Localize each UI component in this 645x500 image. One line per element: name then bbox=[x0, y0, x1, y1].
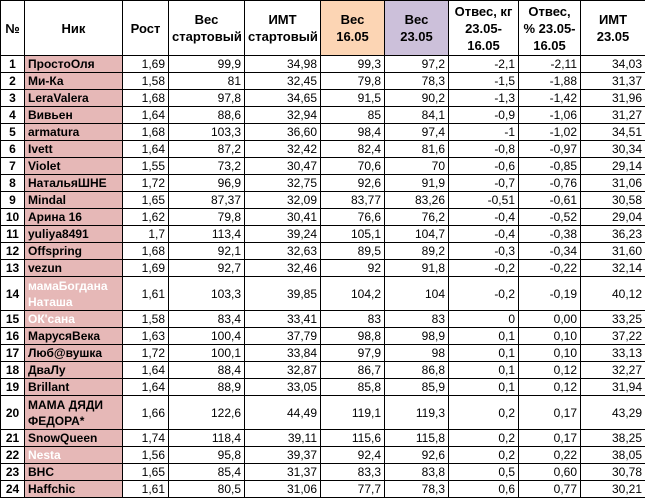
cell-bmi-2305: 34,03 bbox=[581, 56, 645, 73]
cell-height: 1,65 bbox=[123, 464, 169, 481]
cell-start-bmi: 32,63 bbox=[245, 243, 321, 260]
cell-start-bmi: 32,94 bbox=[245, 107, 321, 124]
table-row bbox=[1, 345, 645, 362]
cell-start-bmi: 32,42 bbox=[245, 141, 321, 158]
table-row bbox=[1, 158, 645, 175]
cell-weight-2305: 78,3 bbox=[385, 73, 449, 90]
cell-weight-2305: 76,2 bbox=[385, 209, 449, 226]
cell-loss-pct: 0,22 bbox=[519, 447, 581, 464]
cell-height: 1,74 bbox=[123, 430, 169, 447]
cell-nick: ВНС bbox=[25, 464, 123, 481]
cell-loss-kg: -0,51 bbox=[449, 192, 519, 209]
cell-weight-1605: 98,8 bbox=[321, 328, 385, 345]
cell-height: 1,64 bbox=[123, 107, 169, 124]
header-loss-pct: Отвес, % 23.05-16.05 bbox=[519, 1, 581, 56]
cell-bmi-2305: 31,94 bbox=[581, 379, 645, 396]
table-row bbox=[1, 362, 645, 379]
cell-bmi-2305: 30,34 bbox=[581, 141, 645, 158]
cell-height: 1,72 bbox=[123, 175, 169, 192]
cell-start-bmi: 32,45 bbox=[245, 73, 321, 90]
cell-weight-2305: 78,3 bbox=[385, 481, 449, 498]
cell-start-weight: 92,1 bbox=[169, 243, 245, 260]
cell-loss-kg: 0,1 bbox=[449, 362, 519, 379]
cell-start-weight: 88,4 bbox=[169, 362, 245, 379]
table-row bbox=[1, 243, 645, 260]
cell-nick: Haffchic bbox=[25, 481, 123, 498]
table-row bbox=[1, 260, 645, 277]
cell-loss-pct: -1,88 bbox=[519, 73, 581, 90]
cell-number: 4 bbox=[1, 107, 25, 124]
cell-weight-2305: 90,2 bbox=[385, 90, 449, 107]
table-row bbox=[1, 107, 645, 124]
cell-bmi-2305: 31,27 bbox=[581, 107, 645, 124]
cell-bmi-2305: 30,78 bbox=[581, 464, 645, 481]
table-row bbox=[1, 328, 645, 345]
cell-loss-kg: 0,2 bbox=[449, 396, 519, 430]
cell-loss-pct: 0,12 bbox=[519, 379, 581, 396]
cell-start-bmi: 36,60 bbox=[245, 124, 321, 141]
cell-nick: Люб@вушка bbox=[25, 345, 123, 362]
cell-number: 24 bbox=[1, 481, 25, 498]
cell-weight-1605: 105,1 bbox=[321, 226, 385, 243]
cell-nick: vezun bbox=[25, 260, 123, 277]
cell-start-bmi: 39,11 bbox=[245, 430, 321, 447]
cell-loss-kg: -0,9 bbox=[449, 107, 519, 124]
cell-height: 1,64 bbox=[123, 362, 169, 379]
cell-nick: МарусяВека bbox=[25, 328, 123, 345]
cell-number: 20 bbox=[1, 396, 25, 430]
cell-weight-1605: 119,1 bbox=[321, 396, 385, 430]
cell-loss-kg: -0,7 bbox=[449, 175, 519, 192]
cell-start-weight: 103,3 bbox=[169, 124, 245, 141]
cell-loss-kg: 0,6 bbox=[449, 481, 519, 498]
cell-start-weight: 79,8 bbox=[169, 209, 245, 226]
cell-start-weight: 113,4 bbox=[169, 226, 245, 243]
cell-start-bmi: 32,46 bbox=[245, 260, 321, 277]
header-nick: Ник bbox=[25, 1, 123, 56]
cell-number: 21 bbox=[1, 430, 25, 447]
cell-loss-kg: 0,1 bbox=[449, 345, 519, 362]
cell-weight-1605: 83,77 bbox=[321, 192, 385, 209]
cell-loss-pct: -0,76 bbox=[519, 175, 581, 192]
cell-loss-pct: -2,11 bbox=[519, 56, 581, 73]
cell-weight-2305: 104,7 bbox=[385, 226, 449, 243]
cell-weight-1605: 83 bbox=[321, 311, 385, 328]
cell-start-bmi: 44,49 bbox=[245, 396, 321, 430]
cell-start-bmi: 32,87 bbox=[245, 362, 321, 379]
table-row bbox=[1, 90, 645, 107]
cell-height: 1,68 bbox=[123, 124, 169, 141]
cell-bmi-2305: 29,14 bbox=[581, 158, 645, 175]
cell-height: 1,69 bbox=[123, 56, 169, 73]
cell-start-bmi: 32,09 bbox=[245, 192, 321, 209]
cell-weight-2305: 98 bbox=[385, 345, 449, 362]
cell-height: 1,7 bbox=[123, 226, 169, 243]
cell-start-weight: 87,37 bbox=[169, 192, 245, 209]
table-row bbox=[1, 226, 645, 243]
cell-nick: Ми-Ка bbox=[25, 73, 123, 90]
cell-height: 1,72 bbox=[123, 345, 169, 362]
cell-number: 19 bbox=[1, 379, 25, 396]
table-row bbox=[1, 311, 645, 328]
cell-weight-2305: 83 bbox=[385, 311, 449, 328]
cell-bmi-2305: 31,06 bbox=[581, 175, 645, 192]
cell-bmi-2305: 32,27 bbox=[581, 362, 645, 379]
cell-number: 11 bbox=[1, 226, 25, 243]
table-row bbox=[1, 124, 645, 141]
cell-height: 1,56 bbox=[123, 447, 169, 464]
cell-height: 1,63 bbox=[123, 328, 169, 345]
cell-height: 1,68 bbox=[123, 90, 169, 107]
cell-nick: SnowQueen bbox=[25, 430, 123, 447]
cell-nick: LeraValera bbox=[25, 90, 123, 107]
cell-weight-1605: 85,8 bbox=[321, 379, 385, 396]
table-row bbox=[1, 379, 645, 396]
cell-loss-kg: 0,1 bbox=[449, 328, 519, 345]
header-bmi-2305: ИМТ 23.05 bbox=[581, 1, 645, 56]
table-row bbox=[1, 175, 645, 192]
cell-nick: МАМА ДЯДИ ФЕДОРА* bbox=[25, 396, 123, 430]
cell-loss-kg: -0,4 bbox=[449, 226, 519, 243]
cell-loss-pct: 0,17 bbox=[519, 430, 581, 447]
cell-loss-pct: 0,10 bbox=[519, 328, 581, 345]
cell-loss-kg: 0,2 bbox=[449, 447, 519, 464]
cell-loss-kg: 0 bbox=[449, 311, 519, 328]
cell-loss-pct: -0,52 bbox=[519, 209, 581, 226]
cell-bmi-2305: 30,58 bbox=[581, 192, 645, 209]
cell-weight-2305: 91,8 bbox=[385, 260, 449, 277]
cell-start-weight: 97,8 bbox=[169, 90, 245, 107]
cell-number: 9 bbox=[1, 192, 25, 209]
cell-loss-pct: -0,19 bbox=[519, 277, 581, 311]
cell-nick: Арина 16 bbox=[25, 209, 123, 226]
cell-loss-pct: -0,38 bbox=[519, 226, 581, 243]
cell-start-bmi: 30,41 bbox=[245, 209, 321, 226]
cell-weight-2305: 70 bbox=[385, 158, 449, 175]
cell-bmi-2305: 36,23 bbox=[581, 226, 645, 243]
cell-weight-1605: 76,6 bbox=[321, 209, 385, 226]
cell-number: 17 bbox=[1, 345, 25, 362]
cell-loss-kg: -0,2 bbox=[449, 260, 519, 277]
cell-loss-pct: -1,42 bbox=[519, 90, 581, 107]
cell-weight-1605: 82,4 bbox=[321, 141, 385, 158]
cell-bmi-2305: 32,14 bbox=[581, 260, 645, 277]
cell-start-bmi: 33,84 bbox=[245, 345, 321, 362]
cell-weight-1605: 85 bbox=[321, 107, 385, 124]
table-row bbox=[1, 56, 645, 73]
cell-start-weight: 85,4 bbox=[169, 464, 245, 481]
cell-start-bmi: 39,85 bbox=[245, 277, 321, 311]
table-row bbox=[1, 141, 645, 158]
table-row bbox=[1, 447, 645, 464]
cell-start-weight: 92,7 bbox=[169, 260, 245, 277]
cell-weight-2305: 115,8 bbox=[385, 430, 449, 447]
cell-start-bmi: 39,24 bbox=[245, 226, 321, 243]
cell-number: 3 bbox=[1, 90, 25, 107]
cell-weight-2305: 83,8 bbox=[385, 464, 449, 481]
cell-height: 1,68 bbox=[123, 243, 169, 260]
cell-weight-2305: 92,6 bbox=[385, 447, 449, 464]
table-row bbox=[1, 73, 645, 90]
cell-loss-pct: -0,85 bbox=[519, 158, 581, 175]
cell-weight-1605: 104,2 bbox=[321, 277, 385, 311]
cell-nick: мамаБогдана Наташа bbox=[25, 277, 123, 311]
cell-loss-pct: -1,06 bbox=[519, 107, 581, 124]
cell-bmi-2305: 38,25 bbox=[581, 430, 645, 447]
cell-number: 13 bbox=[1, 260, 25, 277]
cell-weight-1605: 92 bbox=[321, 260, 385, 277]
cell-number: 18 bbox=[1, 362, 25, 379]
cell-height: 1,58 bbox=[123, 73, 169, 90]
cell-bmi-2305: 34,51 bbox=[581, 124, 645, 141]
cell-height: 1,55 bbox=[123, 158, 169, 175]
cell-bmi-2305: 30,21 bbox=[581, 481, 645, 498]
cell-bmi-2305: 37,22 bbox=[581, 328, 645, 345]
cell-weight-1605: 98,4 bbox=[321, 124, 385, 141]
cell-weight-1605: 86,7 bbox=[321, 362, 385, 379]
cell-weight-1605: 79,8 bbox=[321, 73, 385, 90]
cell-start-bmi: 33,41 bbox=[245, 311, 321, 328]
cell-start-weight: 80,5 bbox=[169, 481, 245, 498]
cell-weight-2305: 98,9 bbox=[385, 328, 449, 345]
cell-start-weight: 118,4 bbox=[169, 430, 245, 447]
cell-nick: НатальяШНЕ bbox=[25, 175, 123, 192]
cell-weight-2305: 119,3 bbox=[385, 396, 449, 430]
cell-nick: ДваЛу bbox=[25, 362, 123, 379]
cell-nick: ОК'сана bbox=[25, 311, 123, 328]
cell-bmi-2305: 33,13 bbox=[581, 345, 645, 362]
cell-height: 1,61 bbox=[123, 277, 169, 311]
cell-bmi-2305: 31,60 bbox=[581, 243, 645, 260]
cell-start-weight: 96,9 bbox=[169, 175, 245, 192]
cell-number: 10 bbox=[1, 209, 25, 226]
cell-start-bmi: 30,47 bbox=[245, 158, 321, 175]
cell-weight-1605: 83,3 bbox=[321, 464, 385, 481]
cell-loss-kg: 0,2 bbox=[449, 430, 519, 447]
cell-loss-pct: -0,22 bbox=[519, 260, 581, 277]
cell-weight-1605: 99,3 bbox=[321, 56, 385, 73]
header-start-bmi: ИМТ стартовый bbox=[245, 1, 321, 56]
table-row bbox=[1, 396, 645, 430]
cell-start-weight: 103,3 bbox=[169, 277, 245, 311]
cell-height: 1,58 bbox=[123, 311, 169, 328]
cell-start-bmi: 33,05 bbox=[245, 379, 321, 396]
cell-bmi-2305: 31,37 bbox=[581, 73, 645, 90]
cell-loss-pct: 0,60 bbox=[519, 464, 581, 481]
cell-nick: Brillant bbox=[25, 379, 123, 396]
cell-start-weight: 73,2 bbox=[169, 158, 245, 175]
cell-number: 1 bbox=[1, 56, 25, 73]
cell-start-weight: 83,4 bbox=[169, 311, 245, 328]
cell-height: 1,69 bbox=[123, 260, 169, 277]
cell-weight-1605: 115,6 bbox=[321, 430, 385, 447]
cell-number: 14 bbox=[1, 277, 25, 311]
cell-number: 5 bbox=[1, 124, 25, 141]
cell-bmi-2305: 33,25 bbox=[581, 311, 645, 328]
cell-height: 1,65 bbox=[123, 192, 169, 209]
cell-loss-kg: 0,1 bbox=[449, 379, 519, 396]
cell-start-weight: 81 bbox=[169, 73, 245, 90]
cell-loss-pct: -0,97 bbox=[519, 141, 581, 158]
table-row bbox=[1, 481, 645, 498]
cell-nick: Violet bbox=[25, 158, 123, 175]
cell-weight-2305: 84,1 bbox=[385, 107, 449, 124]
cell-weight-1605: 97,9 bbox=[321, 345, 385, 362]
cell-weight-2305: 89,2 bbox=[385, 243, 449, 260]
cell-start-weight: 122,6 bbox=[169, 396, 245, 430]
cell-nick: Offspring bbox=[25, 243, 123, 260]
cell-nick: ПростоОля bbox=[25, 56, 123, 73]
cell-start-bmi: 31,37 bbox=[245, 464, 321, 481]
table-row bbox=[1, 277, 645, 311]
cell-start-bmi: 34,98 bbox=[245, 56, 321, 73]
header-start-weight: Вес стартовый bbox=[169, 1, 245, 56]
cell-loss-pct: -0,34 bbox=[519, 243, 581, 260]
cell-loss-pct: 0,17 bbox=[519, 396, 581, 430]
cell-nick: Mindal bbox=[25, 192, 123, 209]
cell-loss-pct: 0,77 bbox=[519, 481, 581, 498]
cell-number: 8 bbox=[1, 175, 25, 192]
cell-weight-1605: 89,5 bbox=[321, 243, 385, 260]
cell-weight-2305: 104 bbox=[385, 277, 449, 311]
cell-loss-kg: -2,1 bbox=[449, 56, 519, 73]
cell-nick: yuliya8491 bbox=[25, 226, 123, 243]
header-row bbox=[1, 1, 645, 56]
cell-start-weight: 88,6 bbox=[169, 107, 245, 124]
cell-start-weight: 100,1 bbox=[169, 345, 245, 362]
table-row bbox=[1, 430, 645, 447]
header-weight-2305: Вес 23.05 bbox=[385, 1, 449, 56]
cell-number: 16 bbox=[1, 328, 25, 345]
cell-nick: armatura bbox=[25, 124, 123, 141]
cell-loss-kg: -1,3 bbox=[449, 90, 519, 107]
cell-weight-1605: 70,6 bbox=[321, 158, 385, 175]
cell-start-bmi: 31,06 bbox=[245, 481, 321, 498]
cell-bmi-2305: 40,12 bbox=[581, 277, 645, 311]
cell-weight-1605: 92,4 bbox=[321, 447, 385, 464]
cell-weight-2305: 91,9 bbox=[385, 175, 449, 192]
cell-loss-pct: -1,02 bbox=[519, 124, 581, 141]
cell-loss-kg: -0,3 bbox=[449, 243, 519, 260]
cell-start-weight: 95,8 bbox=[169, 447, 245, 464]
cell-bmi-2305: 31,96 bbox=[581, 90, 645, 107]
cell-nick: Nesta bbox=[25, 447, 123, 464]
cell-number: 22 bbox=[1, 447, 25, 464]
cell-weight-2305: 83,26 bbox=[385, 192, 449, 209]
cell-height: 1,64 bbox=[123, 141, 169, 158]
cell-loss-kg: -1,5 bbox=[449, 73, 519, 90]
cell-loss-kg: -0,2 bbox=[449, 277, 519, 311]
cell-weight-2305: 86,8 bbox=[385, 362, 449, 379]
cell-start-bmi: 39,37 bbox=[245, 447, 321, 464]
header-weight-1605: Вес 16.05 bbox=[321, 1, 385, 56]
cell-start-weight: 99,9 bbox=[169, 56, 245, 73]
cell-loss-kg: -0,6 bbox=[449, 158, 519, 175]
cell-weight-2305: 81,6 bbox=[385, 141, 449, 158]
cell-number: 7 bbox=[1, 158, 25, 175]
header-loss-kg: Отвес, кг 23.05-16.05 bbox=[449, 1, 519, 56]
cell-nick: Вивьен bbox=[25, 107, 123, 124]
cell-loss-kg: 0,5 bbox=[449, 464, 519, 481]
cell-height: 1,64 bbox=[123, 379, 169, 396]
cell-number: 6 bbox=[1, 141, 25, 158]
table-row bbox=[1, 209, 645, 226]
cell-height: 1,61 bbox=[123, 481, 169, 498]
cell-start-weight: 87,2 bbox=[169, 141, 245, 158]
cell-number: 12 bbox=[1, 243, 25, 260]
cell-start-bmi: 37,79 bbox=[245, 328, 321, 345]
cell-weight-1605: 77,7 bbox=[321, 481, 385, 498]
cell-start-weight: 100,4 bbox=[169, 328, 245, 345]
cell-weight-1605: 92,6 bbox=[321, 175, 385, 192]
cell-number: 23 bbox=[1, 464, 25, 481]
cell-weight-1605: 91,5 bbox=[321, 90, 385, 107]
cell-start-bmi: 34,65 bbox=[245, 90, 321, 107]
cell-loss-kg: -0,4 bbox=[449, 209, 519, 226]
table-row bbox=[1, 464, 645, 481]
cell-weight-2305: 97,2 bbox=[385, 56, 449, 73]
cell-start-weight: 88,9 bbox=[169, 379, 245, 396]
cell-bmi-2305: 29,04 bbox=[581, 209, 645, 226]
cell-bmi-2305: 43,29 bbox=[581, 396, 645, 430]
cell-loss-pct: -0,61 bbox=[519, 192, 581, 209]
cell-loss-pct: 0,12 bbox=[519, 362, 581, 379]
table-row bbox=[1, 192, 645, 209]
cell-height: 1,66 bbox=[123, 396, 169, 430]
header-height: Рост bbox=[123, 1, 169, 56]
cell-number: 15 bbox=[1, 311, 25, 328]
header-number: № bbox=[1, 1, 25, 56]
cell-weight-2305: 97,4 bbox=[385, 124, 449, 141]
cell-loss-pct: 0,00 bbox=[519, 311, 581, 328]
cell-nick: Ivett bbox=[25, 141, 123, 158]
cell-loss-pct: 0,10 bbox=[519, 345, 581, 362]
cell-loss-kg: -0,8 bbox=[449, 141, 519, 158]
cell-bmi-2305: 38,05 bbox=[581, 447, 645, 464]
cell-height: 1,62 bbox=[123, 209, 169, 226]
cell-start-bmi: 32,75 bbox=[245, 175, 321, 192]
cell-number: 2 bbox=[1, 73, 25, 90]
cell-loss-kg: -1 bbox=[449, 124, 519, 141]
cell-weight-2305: 85,9 bbox=[385, 379, 449, 396]
